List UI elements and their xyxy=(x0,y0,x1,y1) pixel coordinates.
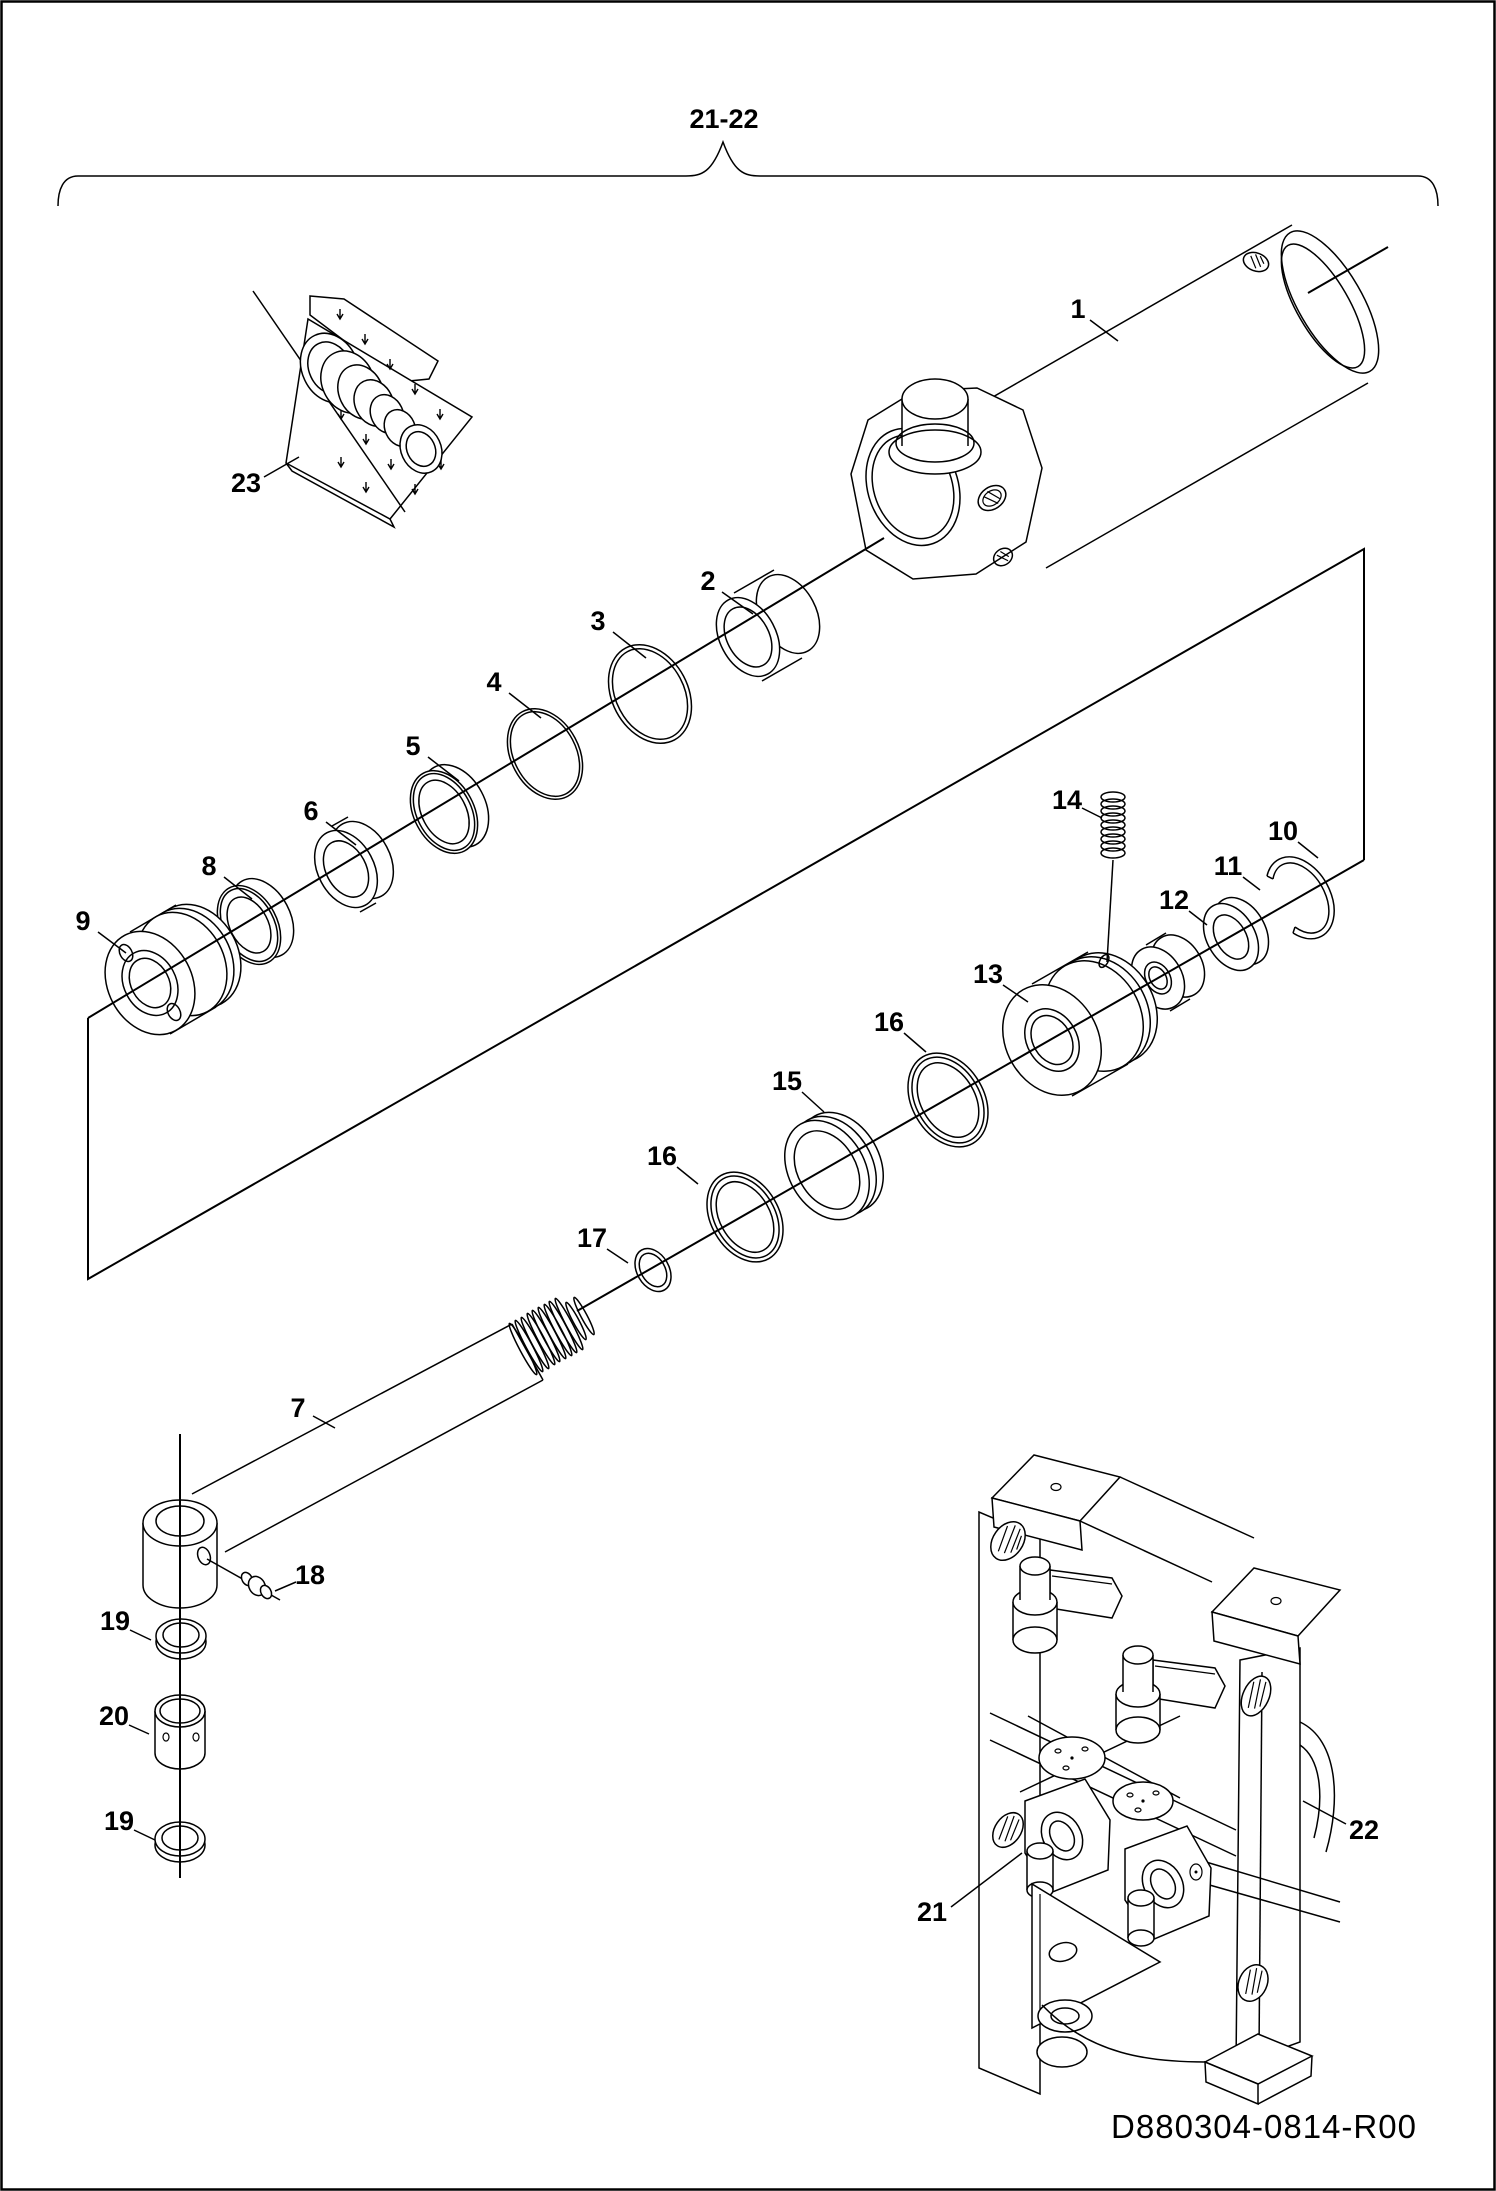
part-5-callout: 5 xyxy=(405,731,421,761)
part-12-callout: 12 xyxy=(1158,885,1190,915)
part-19b-callout: 19 xyxy=(103,1806,135,1836)
part-2-callout: 2 xyxy=(700,566,716,596)
part-23-callout: 23 xyxy=(230,468,262,498)
group-label: 21-22 xyxy=(689,104,759,134)
part-14-callout: 14 xyxy=(1051,785,1083,815)
part-9-callout: 9 xyxy=(75,906,91,936)
part-18-callout: 18 xyxy=(294,1560,326,1590)
part-6-callout: 6 xyxy=(303,796,319,826)
part-16b-callout: 16 xyxy=(646,1141,678,1171)
part-8-callout: 8 xyxy=(201,851,217,881)
part-4-callout: 4 xyxy=(486,667,502,697)
part-20-callout: 20 xyxy=(98,1701,130,1731)
drawing-number: D880304-0814-R00 xyxy=(1111,2108,1417,2145)
port-boss xyxy=(889,379,981,474)
part-21-callout: 21 xyxy=(916,1897,948,1927)
part-13-callout: 13 xyxy=(972,959,1004,989)
part-22-callout: 22 xyxy=(1348,1815,1380,1845)
part-7-callout: 7 xyxy=(290,1393,306,1423)
part-17-callout: 17 xyxy=(576,1223,608,1253)
part-19a-callout: 19 xyxy=(99,1606,131,1636)
part-15-callout: 15 xyxy=(771,1066,803,1096)
part-1-callout: 1 xyxy=(1070,294,1086,324)
part-11-callout: 11 xyxy=(1213,851,1243,881)
part-16a-callout: 16 xyxy=(873,1007,905,1037)
part-3-callout: 3 xyxy=(590,606,606,636)
part-10-callout: 10 xyxy=(1267,816,1299,846)
